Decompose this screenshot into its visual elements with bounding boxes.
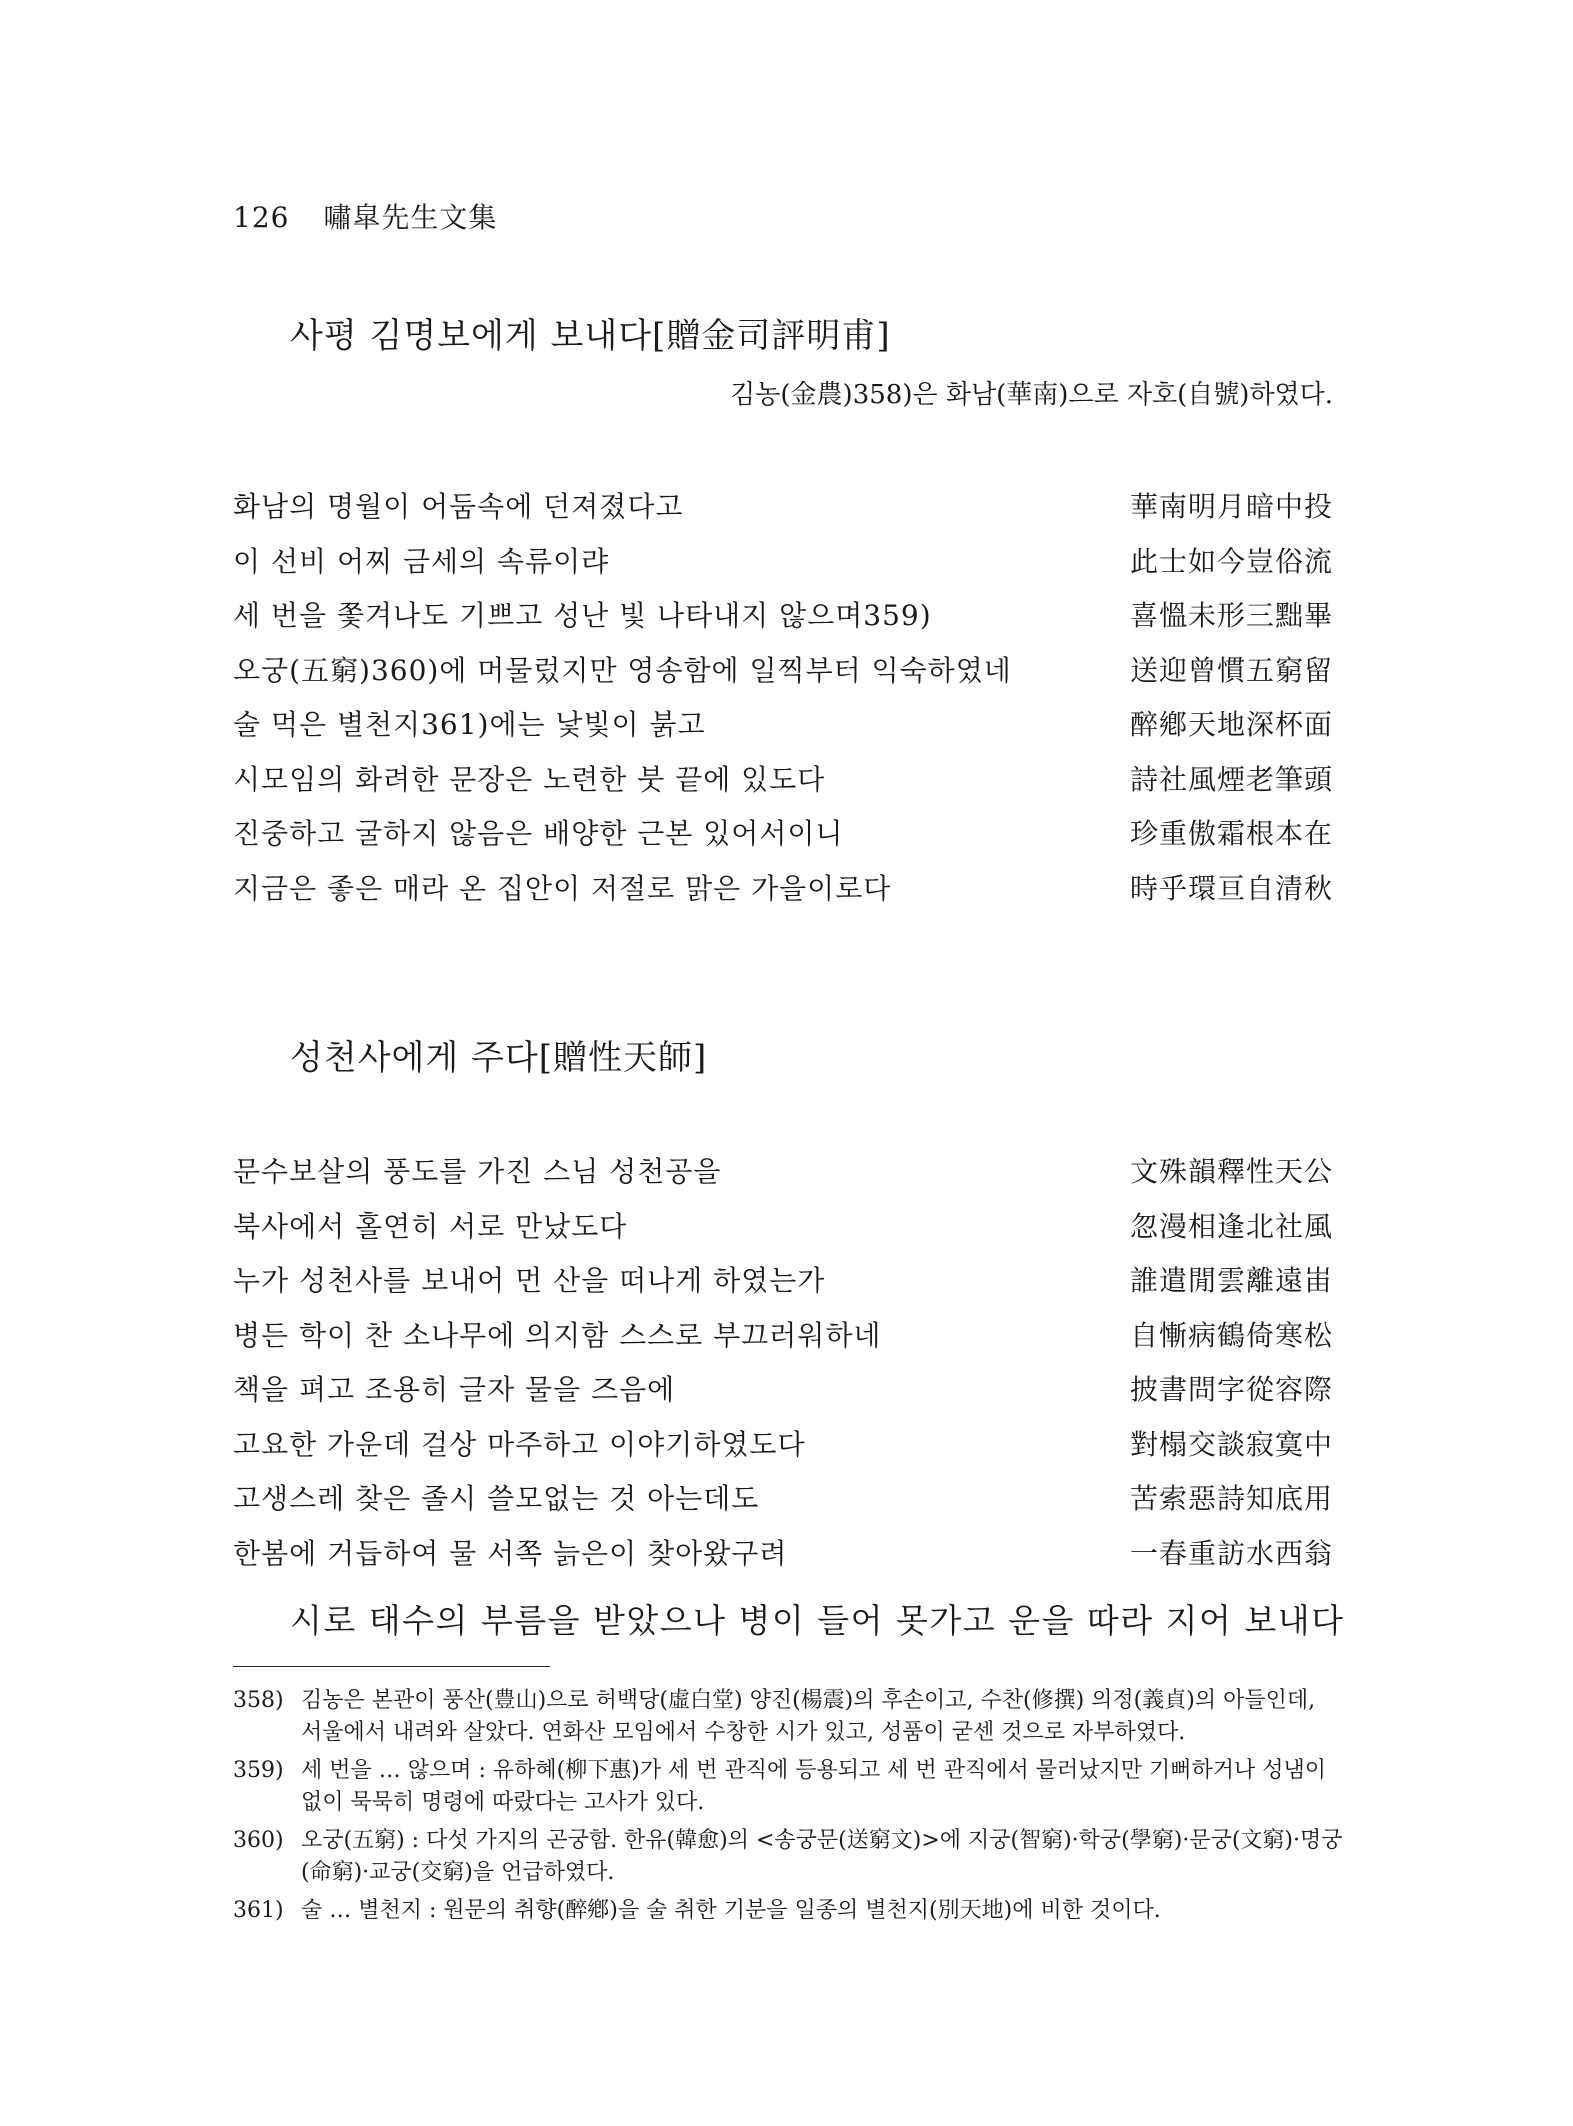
- footnote-marker: 359): [233, 1758, 284, 1783]
- footnote-359: [233, 1755, 1343, 1819]
- poem-line: [233, 1259, 1333, 1314]
- hanja-line: 對榻交談寂寞中: [1129, 1427, 1333, 1461]
- korean-line: 한봄에 거듭하여 물 서쪽 늙은이 찾아왔구려: [233, 1536, 788, 1570]
- hanja-line: 自慚病鶴倚寒松: [1129, 1318, 1333, 1352]
- korean-line: 술 먹은 별천지361)에는 낯빛이 붉고: [233, 708, 706, 741]
- korean-line: 이 선비 어찌 금세의 속류이랴: [233, 544, 610, 578]
- poem-line: [233, 1368, 1333, 1423]
- poem-line: [233, 594, 1333, 649]
- poem1-note: 김농(金農)358)은 화남(華南)으로 자호(自號)하였다.: [730, 380, 1333, 410]
- footnote-marker: 360): [233, 1828, 284, 1853]
- hanja-line: 珍重傲霜根本在: [1129, 817, 1333, 850]
- korean-line: 누가 성천사를 보내어 먼 산을 떠나게 하였는가: [233, 1264, 826, 1297]
- hanja-line: 誰遣閒雲離遠峀: [1129, 1264, 1333, 1297]
- poem1-title: 사평 김명보에게 보내다[贈金司評明甫]: [290, 316, 891, 356]
- korean-line: 진중하고 굴하지 않음은 배양한 근본 있어서이니: [233, 817, 844, 850]
- poem2-body: [233, 1150, 1333, 1586]
- korean-line: 북사에서 홀연히 서로 만났도다: [233, 1209, 628, 1243]
- poem-line: [233, 485, 1333, 540]
- hanja-line: 華南明月暗中投: [1129, 490, 1333, 523]
- poem3-title: 시로 태수의 부름을 받았으나 병이 들어 못가고 운을 따라 지어 보내다: [290, 1601, 1345, 1640]
- hanja-line: 送迎曾慣五窮留: [1129, 653, 1333, 687]
- hanja-line: 披書問字從容際: [1129, 1373, 1333, 1406]
- poem-line: [233, 867, 1333, 922]
- hanja-line: 忽漫相逢北社風: [1129, 1209, 1333, 1243]
- footnote-divider: [233, 1666, 550, 1667]
- poem-line: [233, 812, 1333, 867]
- footnote-text: 세 번을 … 않으며 : 유하혜(柳下惠)가 세 번 관직에 등용되고 세 번 관직에서 물러났지만 기뻐하거나 성냄이 없이 묵묵히 명령에 따랐다는 고사가 있다.: [301, 1758, 1327, 1815]
- hanja-line: 詩社風煙老筆頭: [1129, 762, 1333, 796]
- poem-line: [233, 1477, 1333, 1532]
- poem-line: [233, 1532, 1333, 1587]
- korean-line: 오궁(五窮)360)에 머물렀지만 영송함에 일찍부터 익숙하였네: [233, 653, 1012, 687]
- korean-line: 책을 펴고 조용히 글자 물을 즈음에: [233, 1373, 676, 1406]
- hanja-line: 喜慍未形三黜畢: [1129, 599, 1333, 632]
- footnote-text: 오궁(五窮) : 다섯 가지의 곤궁함. 한유(韓愈)의 <송궁문(送窮文)>에 지궁(智窮)·학궁(學窮)·문궁(文窮)·명궁(命窮)·교궁(交窮)을 언급하였다.: [301, 1828, 1343, 1885]
- poem-line: [233, 1150, 1333, 1205]
- poem1-body: [233, 485, 1333, 921]
- poem2-title: 성천사에게 주다[贈性天師]: [290, 1038, 708, 1078]
- book-title: 嘯皐先生文集: [323, 201, 498, 234]
- korean-line: 지금은 좋은 매라 온 집안이 저절로 맑은 가을이로다: [233, 871, 892, 905]
- footnote-358: [233, 1685, 1343, 1749]
- korean-line: 병든 학이 찬 소나무에 의지함 스스로 부끄러워하네: [233, 1318, 882, 1352]
- korean-line: 고요한 가운데 걸상 마주하고 이야기하였도다: [233, 1427, 806, 1461]
- hanja-line: 時乎環亘自清秋: [1129, 871, 1333, 905]
- footnote-text: 술 … 별천지 : 원문의 취향(醉鄕)을 술 취한 기분을 일종의 별천지(別天地)에 비한 것이다.: [301, 1898, 1161, 1923]
- korean-line: 시모임의 화려한 문장은 노련한 붓 끝에 있도다: [233, 762, 826, 796]
- footnotes: [233, 1685, 1343, 1933]
- hanja-line: 文殊韻釋性天公: [1129, 1155, 1333, 1188]
- poem-line: [233, 649, 1333, 704]
- korean-line: 문수보살의 풍도를 가진 스님 성천공을: [233, 1155, 722, 1188]
- poem-line: [233, 540, 1333, 595]
- poem-line: [233, 1314, 1333, 1369]
- footnote-360: [233, 1825, 1343, 1889]
- poem-line: [233, 758, 1333, 813]
- footnote-text: 김농은 본관이 풍산(豊山)으로 허백당(虛白堂) 양진(楊震)의 후손이고, 수찬(修撰) 의정(義貞)의 아들인데, 서울에서 내려와 살았다. 연화산 모임에서 수창한 시가 있고, 성품이 굳센 것으로 자부하였다.: [301, 1688, 1316, 1745]
- poem-line: [233, 1423, 1333, 1478]
- page-header: [233, 196, 497, 236]
- footnote-marker: 358): [233, 1688, 284, 1713]
- hanja-line: 苦索惡詩知底用: [1129, 1482, 1333, 1515]
- korean-line: 세 번을 쫓겨나도 기쁘고 성난 빛 나타내지 않으며359): [233, 599, 932, 632]
- hanja-line: 一春重訪水西翁: [1129, 1536, 1333, 1570]
- poem-line: [233, 1205, 1333, 1260]
- page-number: 126: [233, 201, 290, 234]
- hanja-line: 醉鄕天地深杯面: [1129, 708, 1333, 741]
- poem-line: [233, 703, 1333, 758]
- korean-line: 화남의 명월이 어둠속에 던져졌다고: [233, 490, 684, 523]
- hanja-line: 此士如今豈俗流: [1129, 544, 1333, 578]
- footnote-marker: 361): [233, 1898, 284, 1923]
- footnote-361: [233, 1895, 1343, 1927]
- korean-line: 고생스레 찾은 졸시 쓸모없는 것 아는데도: [233, 1482, 760, 1515]
